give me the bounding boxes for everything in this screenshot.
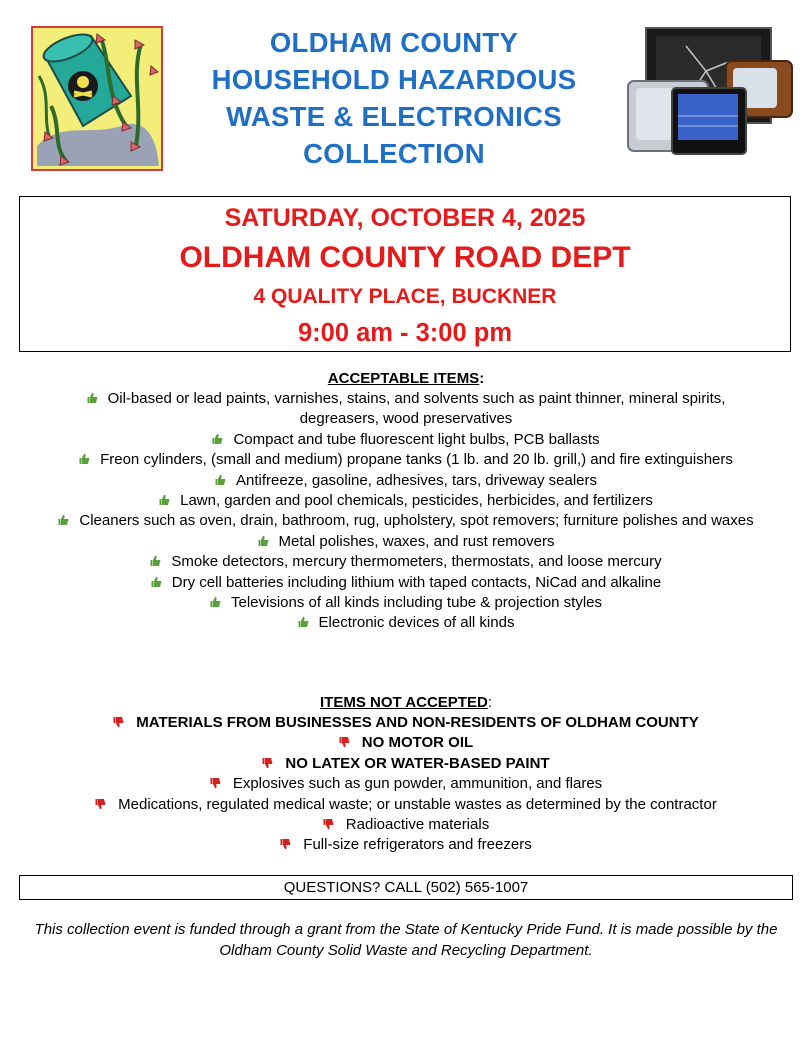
not-accepted-section bbox=[40, 693, 772, 856]
title-line: COLLECTION bbox=[303, 138, 485, 169]
list-item bbox=[40, 471, 772, 491]
thumbs-up-icon bbox=[212, 433, 223, 445]
list-item-text: Electronic devices of all kinds bbox=[318, 614, 515, 632]
list-item-text: Dry cell batteries including lithium with taped contacts, NiCad and alkaline bbox=[171, 573, 662, 591]
list-item-text: Full-size refrigerators and freezers bbox=[303, 836, 532, 854]
list-item bbox=[40, 713, 772, 733]
list-item-text: NO MOTOR OIL bbox=[361, 734, 474, 752]
thumbs-down-icon bbox=[280, 838, 291, 850]
list-item bbox=[40, 491, 772, 511]
hazardous-waste-barrel-clipart bbox=[31, 26, 163, 171]
list-item bbox=[40, 613, 772, 633]
list-item-text: Lawn, garden and pool chemicals, pesticides, herbicides, and fertilizers bbox=[180, 492, 653, 510]
list-item-text: Freon cylinders, (small and medium) propane tanks (1 lb. and 20 lb. grill,) and fire extinguishers bbox=[100, 451, 733, 469]
acceptable-items-heading: ACCEPTABLE ITEMS: bbox=[327, 370, 485, 387]
list-item-text: Radioactive materials bbox=[345, 816, 490, 834]
list-item bbox=[40, 733, 772, 753]
not-accepted-list bbox=[40, 713, 772, 856]
list-item-text: Smoke detectors, mercury thermometers, thermostats, and loose mercury bbox=[171, 553, 662, 571]
title-line: WASTE & ELECTRONICS bbox=[226, 101, 562, 132]
flyer-header bbox=[0, 0, 812, 190]
event-location: OLDHAM COUNTY ROAD DEPT bbox=[179, 241, 631, 274]
list-item-text: Cleaners such as oven, drain, bathroom, rug, upholstery, spot removers; furniture polishes and waxes bbox=[79, 512, 754, 530]
list-item bbox=[40, 511, 772, 531]
list-item bbox=[40, 774, 772, 794]
list-item-text: Metal polishes, waxes, and rust removers bbox=[278, 532, 555, 550]
thumbs-up-icon bbox=[79, 453, 90, 465]
old-televisions-clipart bbox=[626, 26, 796, 161]
list-item bbox=[40, 815, 772, 835]
title-line: OLDHAM COUNTY bbox=[269, 27, 519, 58]
list-item-text: NO LATEX OR WATER-BASED PAINT bbox=[285, 754, 550, 772]
list-item-text: Compact and tube fluorescent light bulbs, PCB ballasts bbox=[233, 430, 600, 448]
title-line: HOUSEHOLD HAZARDOUS bbox=[211, 64, 577, 95]
list-item bbox=[40, 573, 772, 593]
acceptable-items-list bbox=[40, 389, 772, 634]
thumbs-down-icon bbox=[339, 736, 350, 748]
event-hours: 9:00 am - 3:00 pm bbox=[297, 319, 512, 347]
list-item bbox=[40, 754, 772, 774]
event-details-box bbox=[19, 196, 791, 352]
questions-contact: QUESTIONS? CALL (502) 565-1007 bbox=[19, 875, 793, 900]
thumbs-up-icon bbox=[150, 555, 161, 567]
list-item-text: Antifreeze, gasoline, adhesives, tars, driveway sealers bbox=[235, 471, 597, 489]
event-address: 4 QUALITY PLACE, BUCKNER bbox=[253, 285, 557, 308]
list-item-text: Explosives such as gun powder, ammunition, and flares bbox=[232, 775, 603, 793]
list-item-text: Medications, regulated medical waste; or unstable wastes as determined by the contractor bbox=[118, 795, 717, 813]
list-item-text: Oil-based or lead paints, varnishes, stains, and solvents such as paint thinner, mineral spirits, degreasers, wood preservatives bbox=[107, 390, 726, 428]
list-item bbox=[40, 552, 772, 572]
thumbs-down-icon bbox=[113, 716, 124, 728]
thumbs-down-icon bbox=[210, 777, 221, 789]
list-item bbox=[40, 835, 772, 855]
list-item bbox=[40, 532, 772, 552]
flyer-title bbox=[170, 24, 618, 172]
thumbs-down-icon bbox=[323, 818, 334, 830]
list-item bbox=[40, 795, 772, 815]
thumbs-up-icon bbox=[87, 392, 98, 404]
acceptable-items-section bbox=[40, 369, 772, 634]
list-item-text: MATERIALS FROM BUSINESSES AND NON-RESIDENTS OF OLDHAM COUNTY bbox=[136, 714, 699, 731]
funding-note: This collection event is funded through a grant from the State of Kentucky Pride Fund. It is made possible by the Oldham County Solid Waste and Recycling Department. bbox=[34, 921, 778, 959]
event-date: SATURDAY, OCTOBER 4, 2025 bbox=[224, 204, 586, 232]
thumbs-up-icon bbox=[151, 576, 162, 588]
thumbs-up-icon bbox=[58, 514, 69, 526]
list-item bbox=[40, 450, 772, 470]
thumbs-down-icon bbox=[95, 798, 106, 810]
thumbs-down-icon bbox=[262, 757, 273, 769]
list-item bbox=[40, 389, 772, 430]
list-item bbox=[40, 430, 772, 450]
thumbs-up-icon bbox=[298, 616, 309, 628]
list-item bbox=[40, 593, 772, 613]
thumbs-up-icon bbox=[210, 596, 221, 608]
list-item-text: Televisions of all kinds including tube & projection styles bbox=[230, 594, 603, 612]
thumbs-up-icon bbox=[215, 474, 226, 486]
not-accepted-heading: ITEMS NOT ACCEPTED: bbox=[320, 694, 492, 711]
thumbs-up-icon bbox=[159, 494, 170, 506]
thumbs-up-icon bbox=[258, 535, 269, 547]
